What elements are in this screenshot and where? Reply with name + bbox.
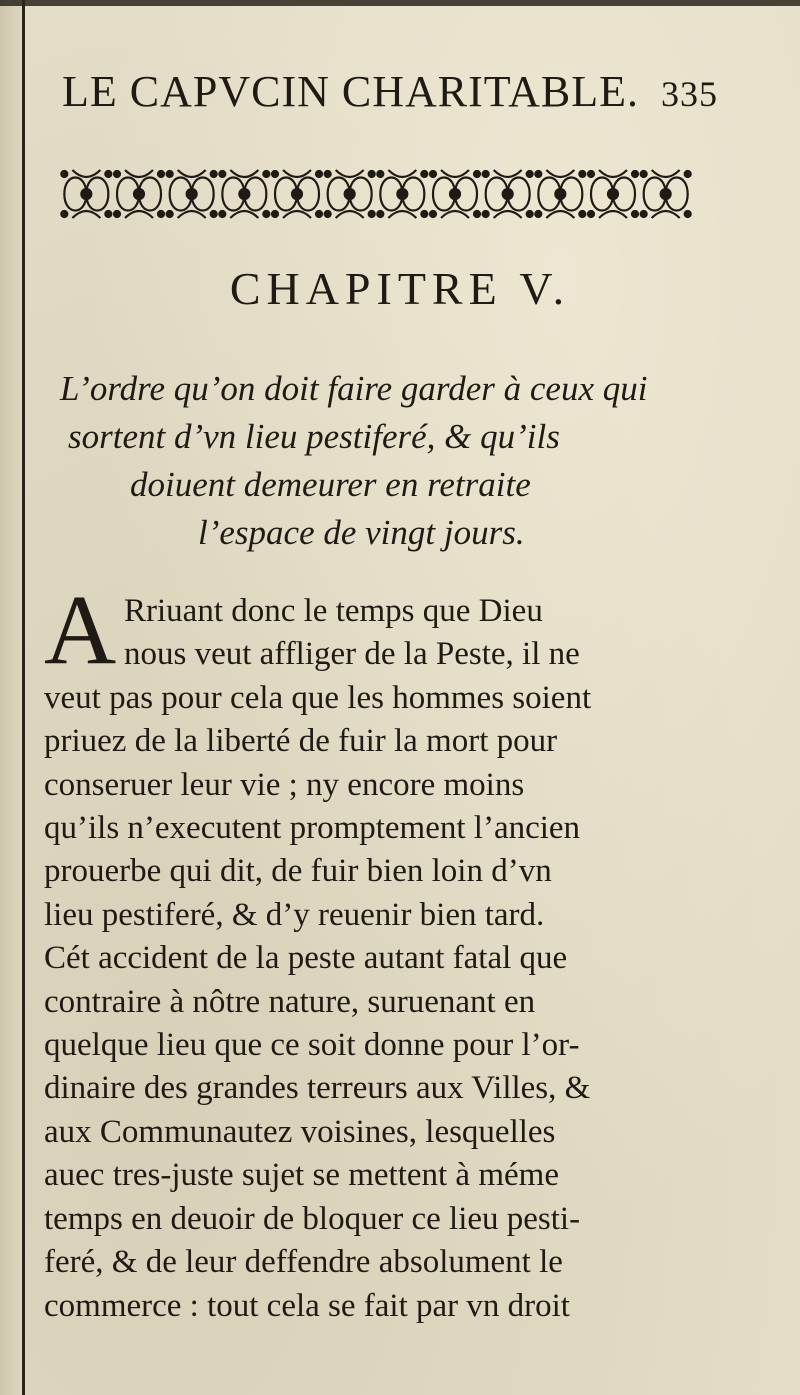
ornament-motif [430, 170, 480, 218]
page-number: 335 [661, 74, 719, 114]
body-line: quelque lieu que ce soit donne pour l’or- [44, 1027, 580, 1064]
body-line: aux Communautez voisines, lesquelles [44, 1113, 556, 1150]
ornament-motif [377, 170, 427, 218]
subtitle-line: sortent d’vn lieu pestiferé, & qu’ils [68, 417, 560, 456]
body-line: priuez de la liberté de fuir la mort pour [44, 723, 558, 760]
body-line: Cét accident de la peste autant fatal que [44, 940, 568, 977]
body-paragraph [44, 590, 724, 1328]
gutter-shadow [0, 0, 22, 1395]
body-line: contraire à nôtre nature, suruenant en [44, 983, 536, 1020]
running-head [62, 66, 732, 117]
ornament-motif [588, 170, 638, 218]
ornament-motif [535, 170, 585, 218]
drop-cap: A [44, 574, 117, 685]
body-line: Rriuant donc le temps que Dieu [124, 593, 543, 629]
ornament-motif [325, 170, 375, 218]
ornament-motif [167, 170, 217, 218]
ornament-motif [483, 170, 533, 218]
ornament-motif [219, 170, 269, 218]
ornament-motif [641, 170, 691, 218]
body-line: temps en deuoir de bloquer ce lieu pesti- [44, 1200, 581, 1237]
subtitle-line: doiuent demeurer en retraite [130, 465, 531, 504]
body-line: feré, & de leur deffendre absolument le [44, 1244, 563, 1281]
subtitle-line: L’ordre qu’on doit faire garder à ceux qui [60, 369, 648, 408]
body-line: prouerbe qui dit, de fuir bien loin d’vn [44, 853, 552, 890]
subtitle-line: l’espace de vingt jours. [198, 513, 525, 552]
body-line: nous veut affliger de la Peste, il ne [124, 636, 580, 673]
body-line: conseruer leur vie ; ny encore moins [44, 766, 525, 803]
body-line: qu’ils n’executent promptement l’ancien [44, 810, 581, 847]
body-line: auec tres-juste sujet se mettent à méme [44, 1157, 559, 1194]
chapter-title: CHAPITRE V. [229, 263, 571, 314]
body-line: lieu pestiferé, & d’y reuenir bien tard. [44, 896, 545, 933]
top-edge [0, 0, 800, 6]
body-line: veut pas pour cela que les hommes soient [44, 679, 592, 716]
ornament-motif [114, 170, 164, 218]
body-line: dinaire des grandes terreurs aux Villes, & [44, 1070, 591, 1107]
chapter-subtitle [60, 365, 760, 557]
body-line: commerce : tout cela se fait par vn droit [44, 1287, 570, 1324]
ornament-motif [61, 170, 111, 218]
running-title: LE CAPVCIN CHARITABLE. [62, 67, 640, 116]
ornament-motif [272, 170, 322, 218]
decorative-ornament-band [60, 162, 692, 226]
gutter-line [22, 0, 25, 1395]
